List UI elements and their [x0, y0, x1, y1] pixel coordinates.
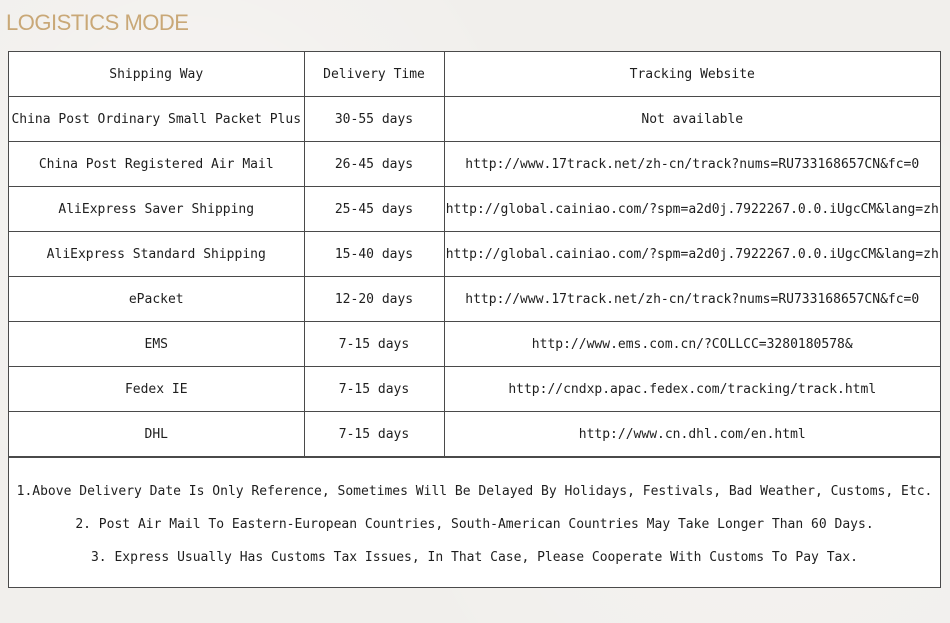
delivery-time-cell: 12-20 days	[304, 277, 444, 322]
shipping-way-cell: EMS	[9, 322, 304, 367]
note-line: 1.Above Delivery Date Is Only Reference, Sometimes Will Be Delayed By Holidays, Festivals, Bad Weather, Customs, Etc.	[16, 484, 933, 499]
table-header-row	[9, 52, 940, 97]
delivery-time-cell: 7-15 days	[304, 412, 444, 457]
delivery-time-cell: 25-45 days	[304, 187, 444, 232]
shipping-way-cell: China Post Registered Air Mail	[9, 142, 304, 187]
logistics-table-container	[8, 51, 941, 588]
shipping-way-cell: ePacket	[9, 277, 304, 322]
delivery-time-cell: 30-55 days	[304, 97, 444, 142]
table-row	[9, 412, 940, 457]
header-delivery-time: Delivery Time	[304, 52, 444, 97]
delivery-time-cell: 15-40 days	[304, 232, 444, 277]
tracking-website-cell[interactable]: http://cndxp.apac.fedex.com/tracking/track.html	[444, 367, 940, 412]
note-line: 3. Express Usually Has Customs Tax Issues, In That Case, Please Cooperate With Customs To Pay Tax.	[90, 550, 858, 565]
logistics-table	[9, 52, 940, 457]
shipping-way-cell: AliExpress Saver Shipping	[9, 187, 304, 232]
header-shipping-way: Shipping Way	[9, 52, 304, 97]
tracking-website-cell[interactable]: http://www.cn.dhl.com/en.html	[444, 412, 940, 457]
table-row	[9, 97, 940, 142]
tracking-website-cell[interactable]: http://global.cainiao.com/?spm=a2d0j.7922267.0.0.iUgcCM&lang=zh	[444, 232, 940, 277]
shipping-way-cell: AliExpress Standard Shipping	[9, 232, 304, 277]
shipping-way-cell: China Post Ordinary Small Packet Plus	[9, 97, 304, 142]
page-title: LOGISTICS MODE	[6, 10, 189, 35]
table-row	[9, 232, 940, 277]
shipping-way-cell: Fedex IE	[9, 367, 304, 412]
delivery-time-cell: 26-45 days	[304, 142, 444, 187]
tracking-website-cell[interactable]: http://www.ems.com.cn/?COLLCC=3280180578&	[444, 322, 940, 367]
table-row	[9, 322, 940, 367]
table-row	[9, 142, 940, 187]
table-row	[9, 367, 940, 412]
header-tracking-website: Tracking Website	[444, 52, 940, 97]
shipping-way-cell: DHL	[9, 412, 304, 457]
tracking-website-cell[interactable]: http://www.17track.net/zh-cn/track?nums=RU733168657CN&fc=0	[444, 142, 940, 187]
table-row	[9, 187, 940, 232]
tracking-website-cell[interactable]: http://global.cainiao.com/?spm=a2d0j.7922267.0.0.iUgcCM&lang=zh	[444, 187, 940, 232]
notes-section	[9, 457, 940, 590]
note-line: 2. Post Air Mail To Eastern-European Countries, South-American Countries May Take Longer Than 60 Days.	[75, 517, 874, 532]
delivery-time-cell: 7-15 days	[304, 367, 444, 412]
tracking-website-cell[interactable]: http://www.17track.net/zh-cn/track?nums=RU733168657CN&fc=0	[444, 277, 940, 322]
table-row	[9, 277, 940, 322]
tracking-website-cell: Not available	[444, 97, 940, 142]
delivery-time-cell: 7-15 days	[304, 322, 444, 367]
